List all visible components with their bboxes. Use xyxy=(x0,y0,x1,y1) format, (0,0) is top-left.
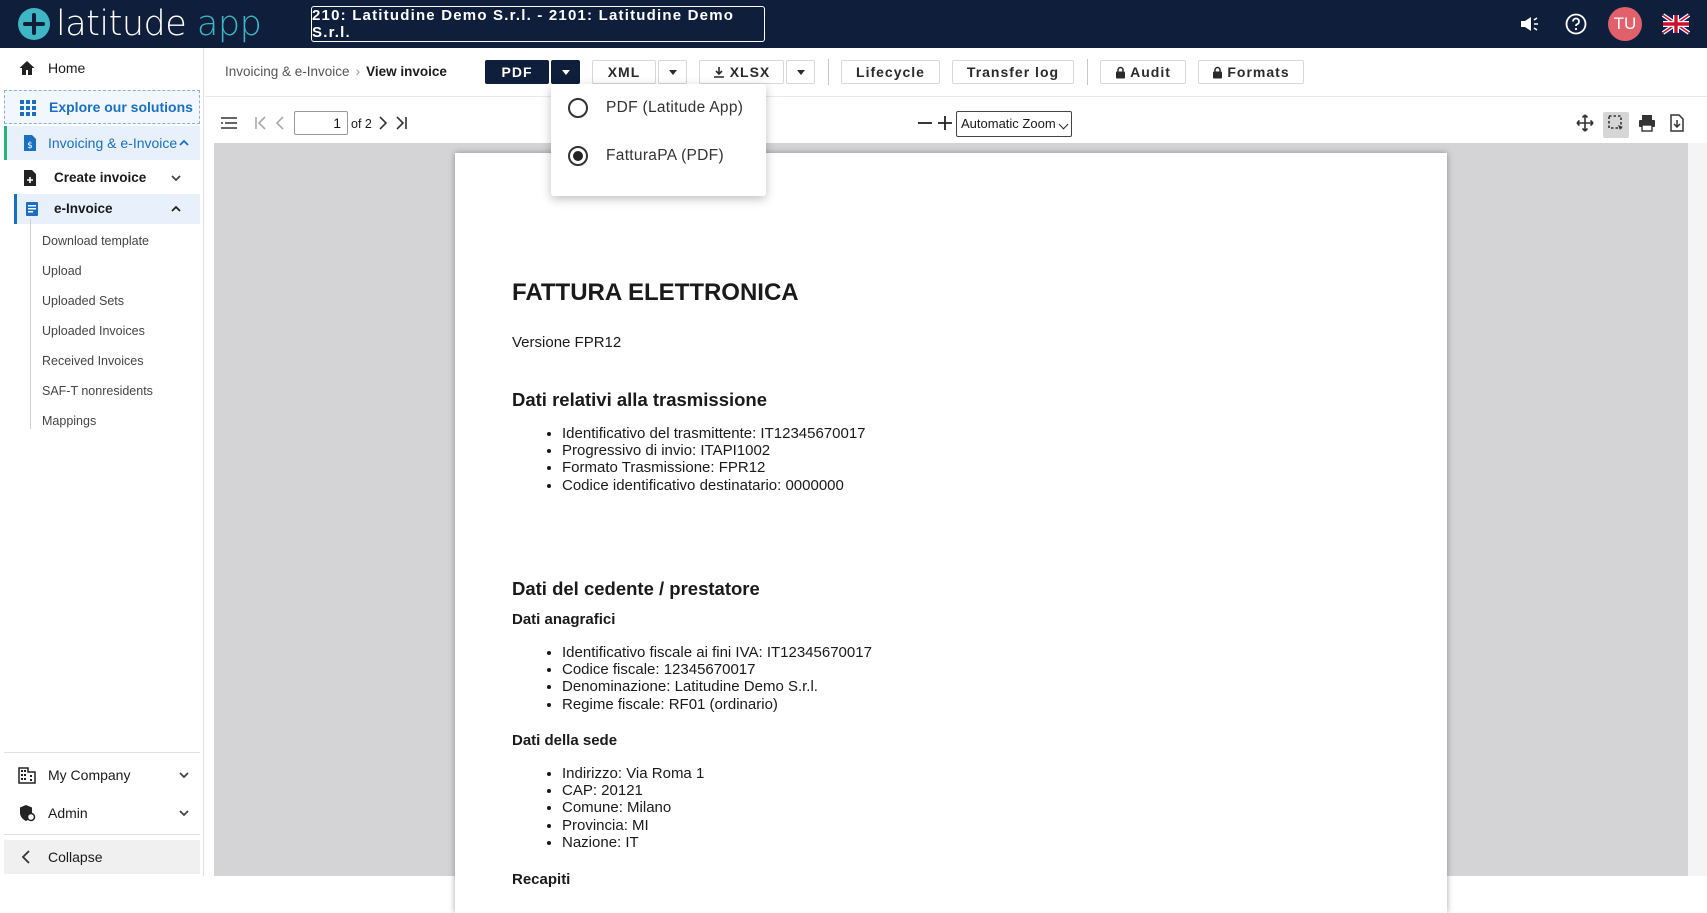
building-icon xyxy=(18,766,36,784)
zoom-select-value: Automatic Zoom xyxy=(961,116,1056,131)
subsection-anagrafici: Dati anagrafici xyxy=(512,611,616,628)
chevron-up-icon xyxy=(170,203,182,215)
uk-flag-icon[interactable] xyxy=(1662,10,1690,38)
sidebar-item-explore[interactable] xyxy=(4,90,200,124)
apps-grid-icon xyxy=(19,99,37,117)
list-item: • Codice fiscale: 12345670017 xyxy=(562,661,872,678)
menu-option-label: PDF (Latitude App) xyxy=(606,99,744,116)
list-item: • Indirizzo: Via Roma 1 xyxy=(562,765,704,782)
sidebar-item-create-invoice[interactable] xyxy=(14,163,200,193)
trasmissione-list xyxy=(562,425,866,494)
help-icon[interactable] xyxy=(1562,10,1590,38)
pdf-format-menu xyxy=(551,84,766,196)
select-tool-icon[interactable] xyxy=(1607,114,1625,132)
page-number-input[interactable]: 1 xyxy=(294,111,348,135)
document-title: FATTURA ELETTRONICA xyxy=(512,279,799,306)
pdf-viewer-area[interactable] xyxy=(214,143,1688,888)
vertical-scrollbar[interactable] xyxy=(1688,143,1707,876)
sidebar-toggle-icon[interactable] xyxy=(220,114,238,132)
sidebar-leaf-saft-nonresidents[interactable]: SAF-T nonresidents xyxy=(42,384,153,398)
sidebar-item-admin[interactable] xyxy=(4,796,200,830)
chevron-down-icon xyxy=(178,769,190,781)
anagrafici-list xyxy=(562,644,872,713)
home-icon xyxy=(18,59,36,77)
logo-mark-icon xyxy=(18,8,50,40)
document-version: Versione FPR12 xyxy=(512,334,622,351)
caret-down-icon xyxy=(562,70,570,75)
sidebar-item-label: Home xyxy=(48,60,86,76)
sidebar-leaf-uploaded-invoices[interactable]: Uploaded Invoices xyxy=(42,324,145,338)
pdf-button[interactable]: PDF xyxy=(485,60,549,84)
top-bar xyxy=(0,0,1707,48)
tree-connector xyxy=(30,219,31,429)
toolbar-divider xyxy=(828,59,829,85)
save-document-icon[interactable] xyxy=(1668,114,1686,132)
sidebar-item-home[interactable] xyxy=(4,51,200,85)
sidebar-item-invoicing[interactable] xyxy=(4,126,200,160)
formats-button[interactable] xyxy=(1198,60,1304,84)
sidebar-item-label: Explore our solutions xyxy=(49,99,193,115)
breadcrumb-separator: › xyxy=(355,64,361,79)
menu-option-label: FatturaPA (PDF) xyxy=(606,147,724,164)
zoom-select[interactable] xyxy=(956,111,1072,137)
radio-checked-icon[interactable] xyxy=(568,146,588,166)
radio-unchecked-icon[interactable] xyxy=(568,98,588,118)
invoice-dollar-icon xyxy=(21,134,39,152)
lock-icon xyxy=(1115,66,1126,79)
sidebar-item-label: e-Invoice xyxy=(54,201,113,216)
section-title-trasmissione: Dati relativi alla trasmissione xyxy=(512,389,768,410)
list-item: • Codice identificativo destinatario: 0000000 xyxy=(562,477,866,494)
previous-page-icon[interactable] xyxy=(272,114,290,132)
list-item: • Regime fiscale: RF01 (ordinario) xyxy=(562,696,872,713)
list-item: • CAP: 20121 xyxy=(562,782,704,799)
subsection-recapiti: Recapiti xyxy=(512,871,571,888)
list-item: • Formato Trasmissione: FPR12 xyxy=(562,459,866,476)
sidebar-item-my-company[interactable] xyxy=(4,758,200,792)
last-page-icon[interactable] xyxy=(392,114,410,132)
menu-option-fatturapa[interactable] xyxy=(551,136,766,176)
list-item: • Denominazione: Latitudine Demo S.r.l. xyxy=(562,678,872,695)
chevron-left-icon xyxy=(18,848,36,866)
pdf-dropdown-button[interactable] xyxy=(551,60,580,84)
sidebar-leaf-mappings[interactable]: Mappings xyxy=(42,414,97,428)
sidebar-item-label: Collapse xyxy=(48,849,103,865)
move-icon[interactable] xyxy=(1576,114,1594,132)
print-icon[interactable] xyxy=(1638,114,1656,132)
xlsx-dropdown-button[interactable] xyxy=(786,60,815,84)
list-item: • Provincia: MI xyxy=(562,817,704,834)
announcements-icon[interactable] xyxy=(1515,10,1543,38)
sidebar-item-einvoice[interactable] xyxy=(14,194,200,224)
list-item: • Identificativo fiscale ai fini IVA: IT12345670017 xyxy=(562,644,872,661)
chevron-down-icon xyxy=(170,172,182,184)
section-title-cedente: Dati del cedente / prestatore xyxy=(512,578,760,599)
chevron-down-icon xyxy=(1059,120,1069,130)
breadcrumb-current: View invoice xyxy=(366,64,447,79)
sidebar xyxy=(0,48,204,876)
zoom-in-icon[interactable] xyxy=(936,114,954,132)
sidebar-collapse-button[interactable] xyxy=(4,840,200,874)
xlsx-label: XLSX xyxy=(729,64,771,80)
sidebar-leaf-download-template[interactable]: Download template xyxy=(42,234,150,248)
formats-label: Formats xyxy=(1227,64,1290,80)
lock-icon xyxy=(1212,66,1223,79)
xml-button[interactable]: XML xyxy=(592,60,656,84)
sidebar-leaf-uploaded-sets[interactable]: Uploaded Sets xyxy=(42,294,125,308)
sidebar-leaf-received-invoices[interactable]: Received Invoices xyxy=(42,354,144,368)
pdf-page xyxy=(455,153,1447,913)
first-page-icon[interactable] xyxy=(252,114,270,132)
sidebar-divider xyxy=(4,834,200,835)
einvoice-icon xyxy=(25,201,41,217)
logo-word-latitude: latitude xyxy=(56,4,187,44)
app-logo[interactable] xyxy=(18,4,261,44)
xml-dropdown-button[interactable] xyxy=(658,60,687,84)
toolbar-divider xyxy=(1087,59,1088,85)
svg-text:$: $ xyxy=(27,141,33,151)
transfer-log-button[interactable]: Transfer log xyxy=(952,60,1074,84)
page-count: of 2 xyxy=(351,117,372,131)
chevron-down-icon xyxy=(178,807,190,819)
breadcrumb-parent[interactable]: Invoicing & e-Invoice xyxy=(225,64,350,79)
sidebar-leaf-upload[interactable]: Upload xyxy=(42,264,82,278)
sidebar-item-label: My Company xyxy=(48,767,131,783)
sede-list xyxy=(562,765,704,851)
download-icon xyxy=(713,66,725,78)
sidebar-item-label: Admin xyxy=(48,805,88,821)
logo-text xyxy=(56,4,261,44)
sidebar-divider xyxy=(4,752,200,753)
sidebar-item-label: Create invoice xyxy=(54,170,147,185)
list-item: • Identificativo del trasmittente: IT12345670017 xyxy=(562,425,866,442)
logo-word-app: app xyxy=(196,4,262,44)
list-item: • Comune: Milano xyxy=(562,799,704,816)
zoom-out-icon[interactable] xyxy=(916,114,934,132)
next-page-icon[interactable] xyxy=(373,114,391,132)
chevron-up-icon xyxy=(178,137,190,149)
menu-option-pdf-latitude[interactable] xyxy=(551,88,766,128)
xlsx-button[interactable] xyxy=(699,60,784,84)
breadcrumb xyxy=(225,64,447,79)
header-divider xyxy=(205,96,1707,97)
list-item: • Progressivo di invio: ITAPI1002 xyxy=(562,442,866,459)
caret-down-icon xyxy=(797,70,805,75)
lifecycle-button[interactable]: Lifecycle xyxy=(841,60,940,84)
audit-label: Audit xyxy=(1130,64,1171,80)
admin-shield-icon xyxy=(18,804,36,822)
sidebar-item-label: Invoicing & e-Invoice xyxy=(48,135,178,151)
company-selector[interactable]: 210: Latitudine Demo S.r.l. - 2101: Latitudine Demo S.r.l. xyxy=(311,6,765,42)
user-avatar[interactable]: TU xyxy=(1608,7,1642,41)
audit-button[interactable] xyxy=(1100,60,1186,84)
list-item: • Nazione: IT xyxy=(562,834,704,851)
add-document-icon xyxy=(22,170,38,186)
subsection-sede: Dati della sede xyxy=(512,732,618,749)
caret-down-icon xyxy=(669,70,677,75)
